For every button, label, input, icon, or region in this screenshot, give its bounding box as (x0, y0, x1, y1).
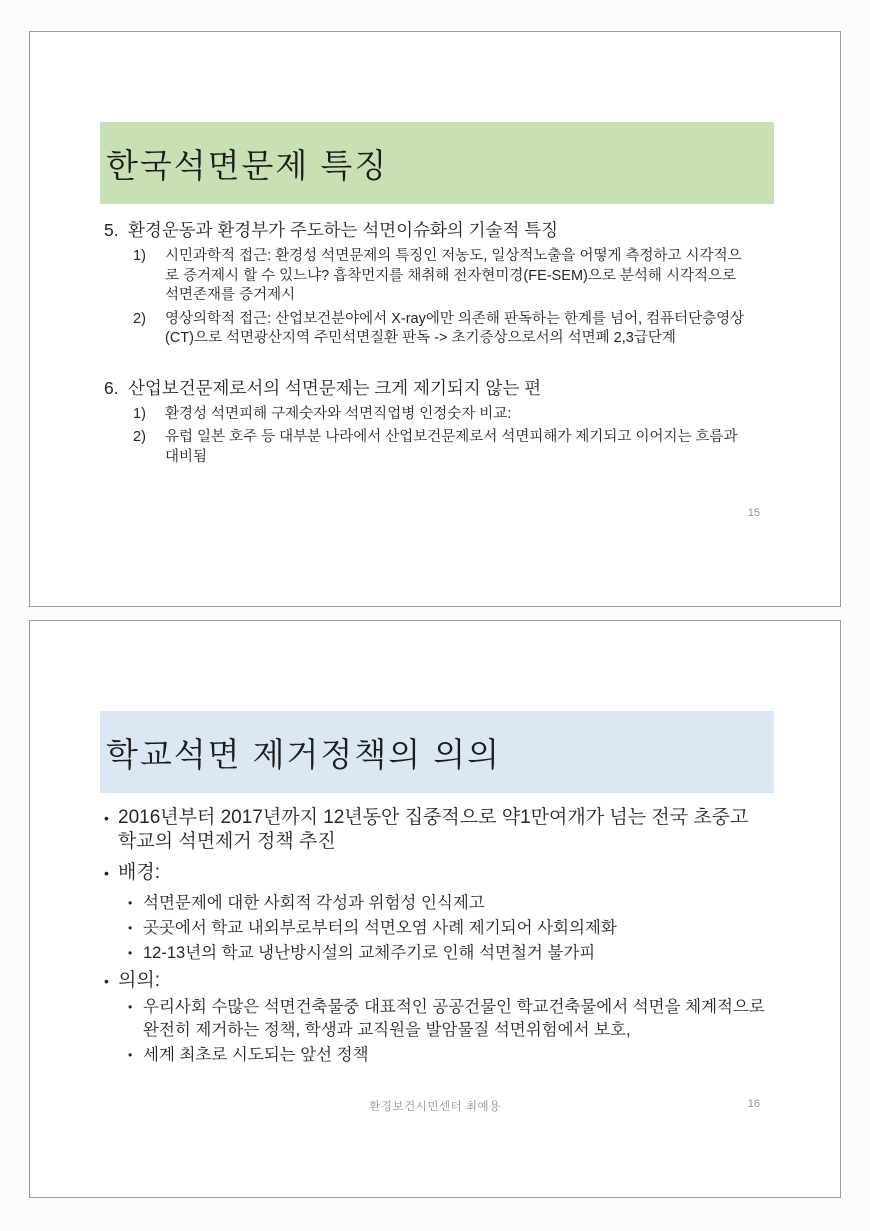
slide-page-16 (29, 620, 841, 1198)
bullet-text: 곳곳에서 학교 내외부로부터의 석면오염 사례 제기되어 사회의제화 (143, 919, 617, 937)
numbered-subitem (133, 428, 748, 467)
page-number: 15 (747, 507, 760, 519)
slide-footer-credit: 환경보건시민센터 최예용 (369, 1101, 501, 1113)
bullet-icon: • (104, 865, 109, 881)
bullet-text: 석면문제에 대한 사회적 각성과 위험성 인식제고 (143, 894, 485, 912)
bullet-item (104, 806, 766, 854)
slide1-body (104, 218, 748, 471)
bullet-subitem (128, 1044, 766, 1067)
bullet-subitem (128, 892, 766, 915)
numbered-subitem (133, 247, 748, 306)
slide1-title-box (100, 122, 774, 204)
list-item (104, 376, 748, 468)
bullet-icon: • (104, 810, 109, 826)
page-number: 16 (747, 1098, 760, 1110)
slide-page-15 (29, 31, 841, 607)
bullet-icon: • (128, 896, 133, 910)
item-number: 6. (104, 377, 119, 398)
item-text: 산업보건문제로서의 석면문제는 크게 제기되지 않는 편 (128, 377, 542, 398)
slide2-body (104, 806, 766, 1069)
bullet-item (104, 969, 766, 993)
subitem-number: 2) (133, 310, 146, 327)
item-number: 5. (104, 220, 119, 240)
slide2-title: 학교석면 제거정책의 의의 (106, 735, 501, 773)
subitem-number: 2) (133, 429, 146, 445)
slide2-title-box (100, 711, 774, 793)
subitem-number: 1) (133, 405, 146, 422)
bullet-text: 우리사회 수많은 석면건축물중 대표적인 공공건물인 학교건축물에서 석면을 체계적으로 완전히 제거하는 정책, 학생과 교직원을 발암물질 석면위험에서 보호, (143, 998, 765, 1039)
subitem-number: 1) (133, 248, 146, 264)
bullet-item (104, 861, 766, 885)
bullet-icon: • (128, 946, 133, 960)
numbered-subitem (133, 405, 748, 425)
bullet-subitem (128, 917, 766, 940)
list-item (104, 218, 748, 349)
bullet-text: 12-13년의 학교 냉난방시설의 교체주기로 인해 석면철거 불가피 (143, 944, 596, 962)
bullet-text: 배경: (118, 862, 160, 883)
bullet-icon: • (128, 921, 133, 935)
subitem-text: 영상의학적 접근: 산업보건분야에서 X-ray에만 의존해 판독하는 한계를 넘어, 컴퓨터단층영상(CT)으로 석면광산지역 주민석면질환 판독 -> 초기증상으로서의 석면폐 2,3급단계 (165, 310, 745, 346)
bullet-text: 의의: (118, 970, 160, 991)
bullet-text: 2016년부터 2017년까지 12년동안 집중적으로 약1만여개가 넘는 전국 초중고 학교의 석면제거 정책 추진 (118, 807, 749, 852)
item-text: 환경운동과 환경부가 주도하는 석면이슈화의 기술적 특징 (128, 220, 559, 240)
bullet-icon: • (128, 1048, 133, 1062)
numbered-item (104, 376, 748, 400)
bullet-icon: • (104, 973, 109, 989)
numbered-item (104, 218, 748, 242)
subitem-text: 유럽 일본 호주 등 대부분 나라에서 산업보건문제로서 석면피해가 제기되고 이어지는 흐름과 대비됨 (165, 429, 738, 465)
numbered-subitem (133, 310, 748, 349)
bullet-text: 세계 최초로 시도되는 앞선 정책 (143, 1046, 369, 1064)
bullet-subitem (128, 942, 766, 965)
bullet-icon: • (128, 1000, 133, 1014)
subitem-text: 시민과학적 접근: 환경성 석면문제의 특징인 저농도, 일상적노출을 어떻게 측정하고 시각적으로 증거제시 할 수 있느냐? 흡착먼지를 채취해 전자현미경(FE-SEM)으로 분석해 시각적으로 석면존재를 증거제시 (165, 248, 742, 303)
subitem-text: 환경성 석면피해 구제숫자와 석면직업병 인정숫자 비교: (165, 405, 512, 422)
slide1-title: 한국석면문제 특징 (106, 146, 389, 184)
bullet-subitem (128, 996, 766, 1042)
